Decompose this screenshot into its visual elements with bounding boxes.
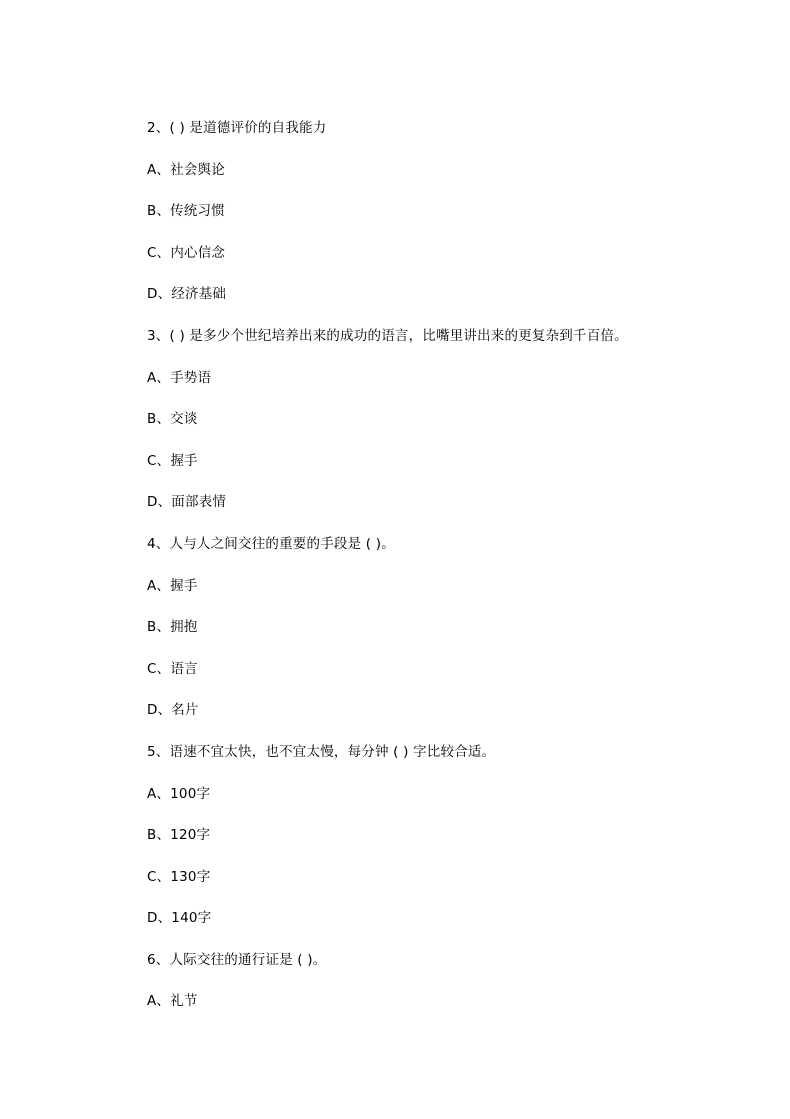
question-4-option-d: D、名片	[147, 702, 199, 719]
question-5-option-d: D、140字	[147, 910, 212, 927]
question-2-option-a: A、社会舆论	[147, 161, 225, 178]
question-2-option-d: D、经济基础	[147, 286, 227, 303]
question-3-stem: 3、( ) 是多少个世纪培养出来的成功的语言，比嘴里讲出来的更复杂到千百倍。	[147, 327, 628, 344]
question-6-stem: 6、人际交往的通行证是 ( )。	[147, 951, 327, 968]
question-2-option-b: B、传统习惯	[147, 203, 225, 220]
question-2-stem: 2、( ) 是道德评价的自我能力	[147, 120, 327, 136]
question-3-option-d: D、面部表情	[147, 494, 227, 511]
question-5-option-b: B、120字	[147, 827, 211, 844]
question-list	[147, 118, 767, 1033]
question-3-option-a: A、手势语	[147, 369, 212, 386]
question-2-option-c: C、内心信念	[147, 244, 226, 261]
question-6-option-a: A、礼节	[147, 993, 198, 1010]
question-4-stem: 4、人与人之间交往的重要的手段是 ( )。	[147, 535, 395, 552]
question-3-option-b: B、交谈	[147, 411, 198, 428]
question-5-option-c: C、130字	[147, 868, 211, 885]
question-3-option-c: C、握手	[147, 452, 198, 469]
question-5-stem: 5、语速不宜太快，也不宜太慢，每分钟 ( ) 字比较合适。	[147, 743, 496, 760]
question-4-option-b: B、拥抱	[147, 619, 198, 636]
question-4-option-a: A、握手	[147, 577, 198, 594]
question-5-option-a: A、100字	[147, 785, 211, 802]
question-4-option-c: C、语言	[147, 660, 198, 677]
